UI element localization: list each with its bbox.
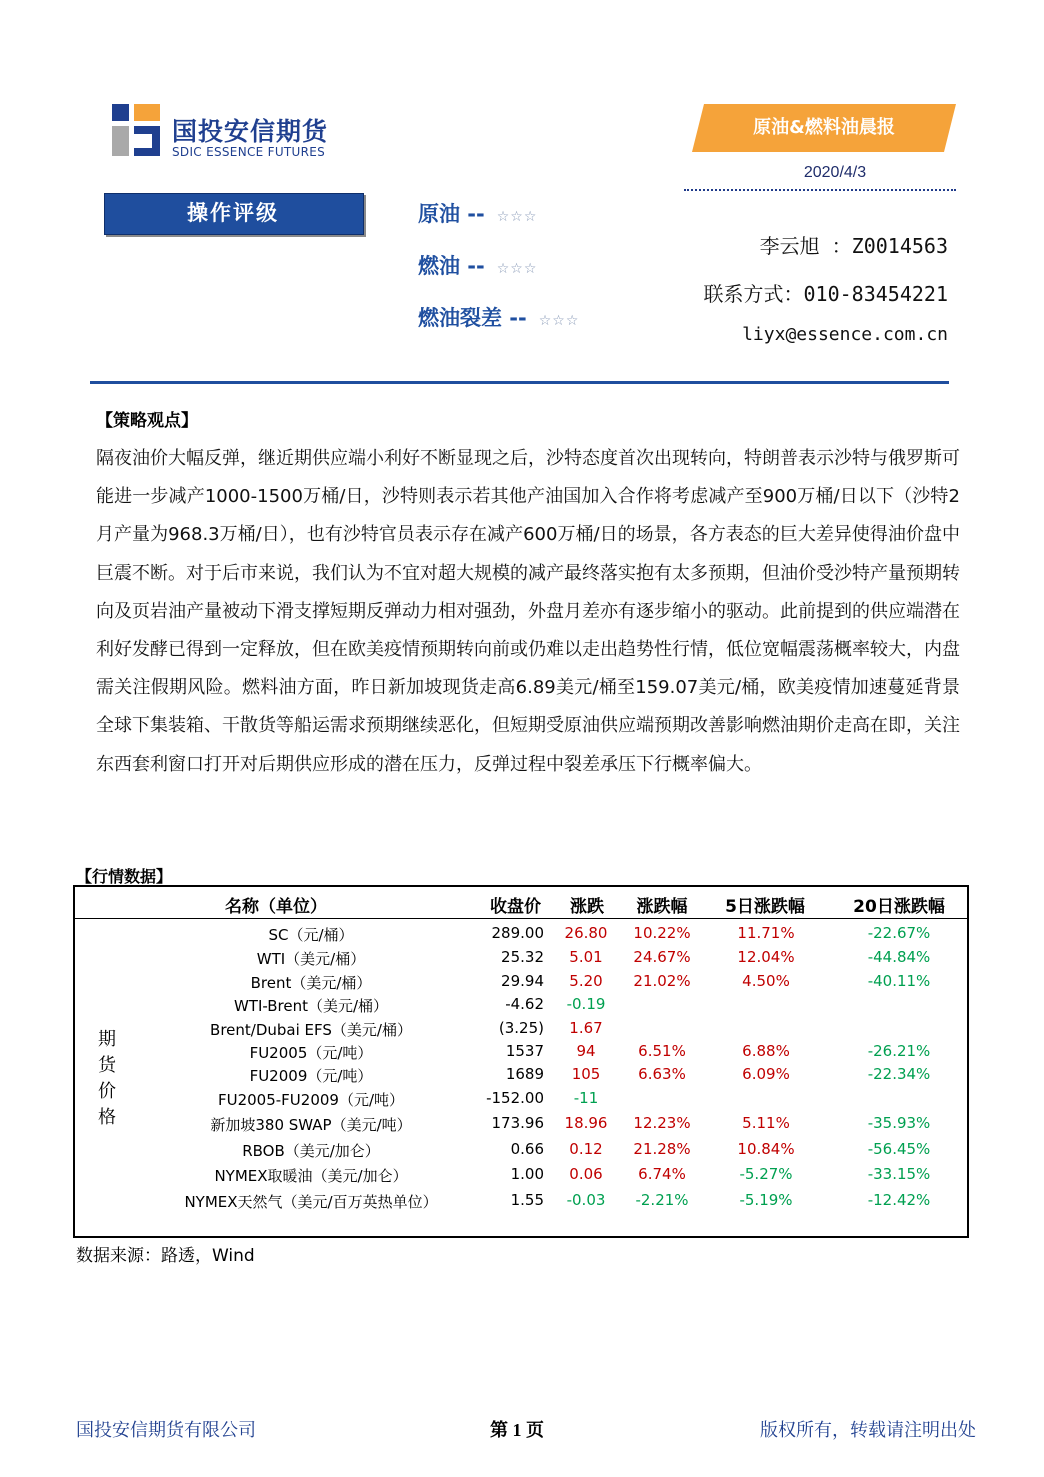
cell-close: 1.55 <box>510 1191 544 1209</box>
date-divider <box>684 189 956 191</box>
star-rating-icon: ☆☆☆ <box>496 209 538 225</box>
rating-label: 操作评级 <box>187 201 279 225</box>
market-data-heading: 【行情数据】 <box>76 867 173 886</box>
star-rating-icon: ☆☆☆ <box>496 261 538 277</box>
star-rating-icon: ☆☆☆ <box>538 313 580 329</box>
cell-close: 1537 <box>505 1042 544 1060</box>
cell-close: 173.96 <box>491 1114 544 1132</box>
header-divider <box>90 381 949 384</box>
cell-close: 289.00 <box>491 924 544 942</box>
rating-item-crack-spread <box>418 302 579 332</box>
cell-close: 0.66 <box>510 1140 544 1158</box>
row-group-label: 期货价格 <box>98 1029 116 1128</box>
company-logo-icon <box>112 104 160 156</box>
footer-company: 国投安信期货有限公司 <box>76 1420 256 1440</box>
cell-close: 29.94 <box>501 972 544 990</box>
footer-copyright: 版权所有，转载请注明出处 <box>760 1420 976 1440</box>
rating-item-fuel-oil <box>418 250 537 280</box>
cell-close: 1689 <box>505 1065 544 1083</box>
rating-item-name: 原油 -- <box>418 202 485 226</box>
cell-close: 1.00 <box>510 1165 544 1183</box>
rating-item-name: 燃油 -- <box>418 254 485 278</box>
rating-item-name: 燃油裂差 -- <box>418 306 527 330</box>
cell-close: -4.62 <box>505 995 544 1013</box>
table-header-divider <box>75 918 967 919</box>
page-number: 第 1 页 <box>490 1420 544 1440</box>
strategy-paragraph: 隔夜油价大幅反弹，继近期供应端小利好不断显现之后，沙特态度首次出现转向，特朗普表示沙特与俄罗斯可能进一步减产1000-1500万桶/日，沙特则表示若其他产油国加入合作将考虑减产至900万桶/日以下（沙特2月产量为968.3万桶/日），也有沙特官员表示存在减产600万桶/日的场景，各方表态的巨大差异使得油价盘中巨震不断。对于后市来说，我们认为不宜对超大规模的减产最终落实抱有太多预期，但油价受沙特产量预期转向及页岩油产量被动下滑支撑短期反弹动力相对强劲，外盘月差亦有逐步缩小的驱动。此前提到的供应端潜在利好发酵已得到一定释放，但在欧美疫情预期转向前或仍难以走出趋势性行情，低位宽幅震荡概率较大，内盘需关注假期风险。燃料油方面，昨日新加坡现货走高6.89美元/桶至159.07美元/桶，欧美疫情加速蔓延背景全球下集装箱、干散货等船运需求预期继续恶化，但短期受原油供应端预期改善影响燃油期价走高在即，关注东西套利窗口打开对后期供应形成的潜在压力，反弹过程中裂差承压下行概率偏大。 <box>96 448 960 775</box>
cell-close: (3.25) <box>498 1019 544 1037</box>
author-name: 李云旭 ：Z0014563 <box>759 234 948 258</box>
col-header-close: 收盘价 <box>490 897 541 917</box>
report-date: 2020/4/3 <box>803 164 867 181</box>
report-title: 原油&燃料油晨报 <box>753 117 895 138</box>
contact-email[interactable]: liyx@essence.com.cn <box>742 324 948 345</box>
data-source-note: 数据来源：路透，Wind <box>76 1246 255 1266</box>
company-name-cn: 国投安信期货 <box>172 117 329 146</box>
cell-close: -152.00 <box>486 1089 544 1107</box>
cell-close: 25.32 <box>501 948 544 966</box>
strategy-heading: 【策略观点】 <box>96 411 198 431</box>
rating-item-crude <box>418 198 537 228</box>
contact-phone: 联系方式：010-83454221 <box>703 282 948 306</box>
company-name-en: SDIC ESSENCE FUTURES <box>172 145 326 159</box>
